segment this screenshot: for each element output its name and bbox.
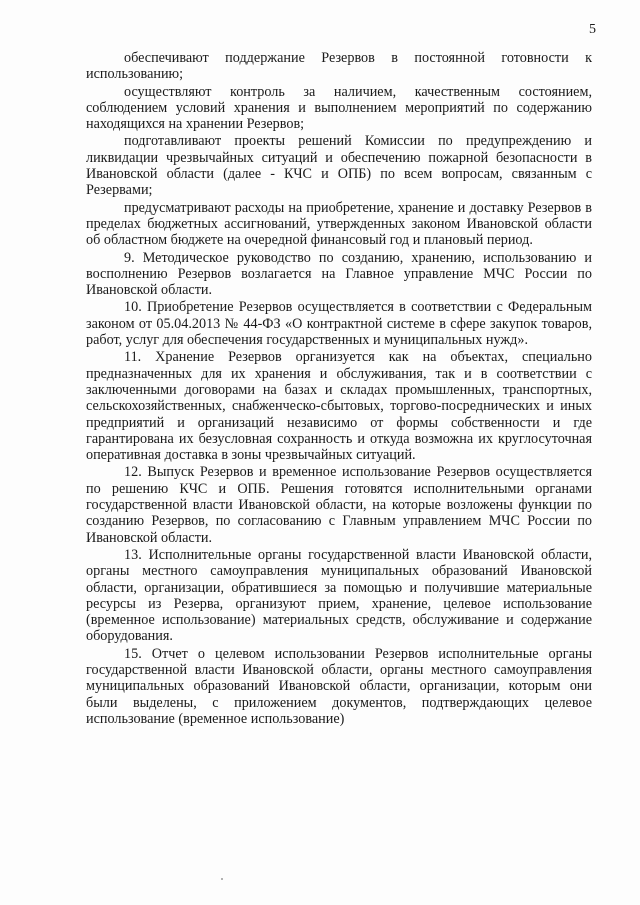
paragraph-15: 15. Отчет о целевом использовании Резервов исполнительные органы государственной власти Ивановской области, органы местного самоуправления муниципальных образований Ивановской области, организации, которым они были выделены, с приложением документов, подтверждающих целевое использование (временное использование)	[86, 645, 592, 727]
scan-speck	[221, 878, 223, 880]
paragraph-control-storage: осуществляют контроль за наличием, качественным состоянием, соблюдением условий хранения и выполнением мероприятий по содержанию находящихся на хранении Резервов;	[86, 83, 592, 133]
paragraph-prepare-decisions: подготавливают проекты решений Комиссии по предупреждению и ликвидации чрезвычайных ситуаций и обеспечению пожарной безопасности в Ивановской области (далее - КЧС и ОПБ) по всем вопросам, связанным с Резервами;	[86, 133, 592, 199]
paragraph-13: 13. Исполнительные органы государственной власти Ивановской области, органы местного самоуправления муниципальных образований Ивановской области, организации, обратившиеся за помощью и получившие материальные ресурсы из Резерва, организуют прием, хранение, целевое использование (временное использование) материальных средств, обслуживание и содержание оборудования.	[86, 546, 592, 645]
paragraph-budget-expenses: предусматривают расходы на приобретение, хранение и доставку Резервов в пределах бюджетных ассигнований, утвержденных законом Ивановской области об областном бюджете на очередной финансовый год и плановый период.	[86, 199, 592, 249]
page-number: 5	[589, 22, 596, 37]
paragraph-10: 10. Приобретение Резервов осуществляется в соответствии с Федеральным законом от 05.04.2013 № 44-ФЗ «О контрактной системе в сфере закупок товаров, работ, услуг для обеспечения государственных и муниципальных нужд».	[86, 299, 592, 349]
paragraph-maintain-readiness: обеспечивают поддержание Резервов в постоянной готовности к использованию;	[86, 50, 592, 83]
paragraph-12: 12. Выпуск Резервов и временное использование Резервов осуществляется по решению КЧС и ОПБ. Решения готовятся исполнительными органами государственной власти Ивановской области, на которые возложены функции по созданию Резервов, по согласованию с Главным управлением МЧС России по Ивановской области.	[86, 464, 592, 546]
paragraph-11: 11. Хранение Резервов организуется как на объектах, специально предназначенных для их хранения и обслуживания, так и в соответствии с заключенными договорами на базах и складах промышленных, транспортных, сельскохозяйственных, снабженческо-сбытовых, торгово-посреднических и иных предприятий и организаций независимо от формы собственности и где гарантирована их безусловная сохранность и откуда возможна их круглосуточная оперативная доставка в зоны чрезвычайных ситуаций.	[86, 349, 592, 464]
paragraph-9: 9. Методическое руководство по созданию, хранению, использованию и восполнению Резервов возлагается на Главное управление МЧС России по Ивановской области.	[86, 249, 592, 299]
document-body	[86, 50, 592, 728]
